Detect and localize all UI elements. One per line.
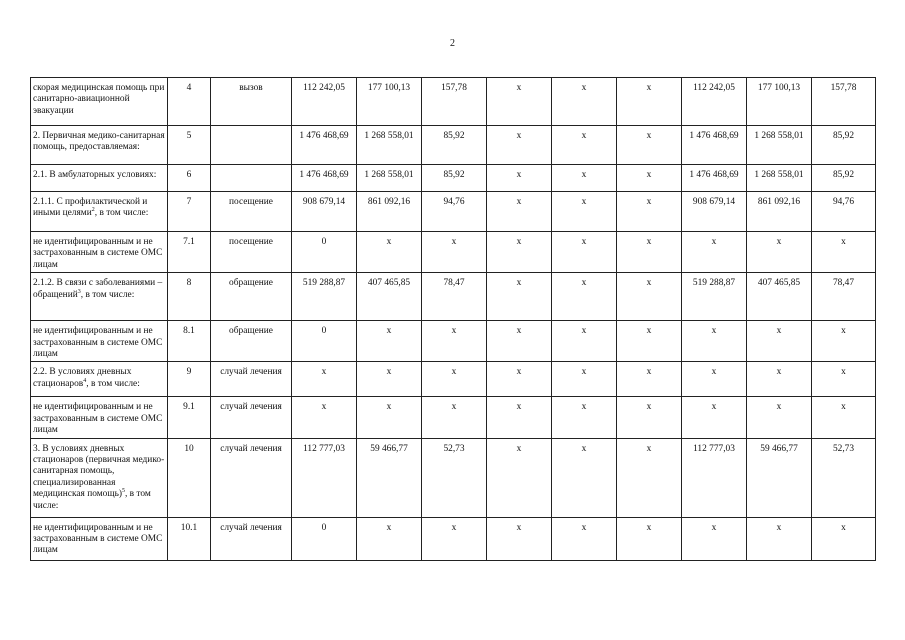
row-number: 8 [168, 273, 211, 321]
value-cell: x [812, 232, 876, 273]
value-cell: 0 [292, 232, 357, 273]
value-cell: x [682, 517, 747, 560]
table-row [31, 165, 876, 192]
table-row [31, 438, 876, 517]
value-cell: x [552, 78, 617, 126]
row-number: 6 [168, 165, 211, 192]
value-cell: 52,73 [422, 438, 487, 517]
value-cell: 85,92 [812, 126, 876, 165]
unit-cell: случай лечения [211, 397, 292, 438]
row-label-suffix: , в том числе: [33, 489, 151, 511]
value-cell: x [617, 438, 682, 517]
value-cell: x [357, 232, 422, 273]
value-cell: x [487, 397, 552, 438]
value-cell: x [357, 397, 422, 438]
table-row [31, 362, 876, 397]
row-number: 4 [168, 78, 211, 126]
value-cell: x [552, 192, 617, 232]
row-number: 5 [168, 126, 211, 165]
unit-cell: посещение [211, 192, 292, 232]
value-cell: x [747, 321, 812, 362]
value-cell: x [812, 397, 876, 438]
value-cell: x [617, 165, 682, 192]
value-cell: 157,78 [422, 78, 487, 126]
value-cell: x [292, 362, 357, 397]
row-label: 3. В условиях дневных стационаров (первичная медико-санитарная помощь, специализированная медицинская помощь) [33, 443, 165, 500]
row-label-suffix: , в том числе: [80, 289, 135, 300]
value-cell: 1 476 468,69 [682, 126, 747, 165]
value-cell: x [747, 232, 812, 273]
value-cell: x [422, 232, 487, 273]
value-cell: x [747, 397, 812, 438]
footnote-ref: 2 [91, 207, 95, 214]
value-cell: x [617, 397, 682, 438]
table-row [31, 321, 876, 362]
value-cell: x [682, 321, 747, 362]
value-cell: 407 465,85 [747, 273, 812, 321]
value-cell: x [552, 273, 617, 321]
value-cell: x [487, 438, 552, 517]
value-cell: 85,92 [422, 165, 487, 192]
footnote-ref: 5 [121, 488, 125, 495]
row-label-cell [31, 78, 168, 126]
row-number: 8.1 [168, 321, 211, 362]
value-cell: 1 476 468,69 [682, 165, 747, 192]
value-cell: x [617, 78, 682, 126]
value-cell: x [617, 126, 682, 165]
value-cell: x [552, 362, 617, 397]
row-label-cell [31, 273, 168, 321]
value-cell: 1 476 468,69 [292, 165, 357, 192]
row-label-cell [31, 321, 168, 362]
value-cell: 59 466,77 [357, 438, 422, 517]
value-cell: 1 268 558,01 [747, 165, 812, 192]
value-cell: 85,92 [812, 165, 876, 192]
value-cell: 1 268 558,01 [747, 126, 812, 165]
row-label: скорая медицинская помощь при санитарно-авиационной эвакуации [33, 83, 165, 116]
row-label-suffix: , в том числе: [86, 378, 140, 389]
row-number: 9.1 [168, 397, 211, 438]
row-label-cell [31, 232, 168, 273]
value-cell: x [552, 126, 617, 165]
row-number: 10.1 [168, 517, 211, 560]
row-label: не идентифицированным и не застрахованным в системе ОМС лицам [33, 522, 163, 556]
unit-cell: посещение [211, 232, 292, 273]
value-cell: 59 466,77 [747, 438, 812, 517]
table-row [31, 192, 876, 232]
value-cell: x [552, 438, 617, 517]
table-row [31, 517, 876, 560]
value-cell: x [487, 273, 552, 321]
value-cell: 78,47 [422, 273, 487, 321]
value-cell: 112 242,05 [682, 78, 747, 126]
value-cell: x [682, 232, 747, 273]
value-cell: x [552, 165, 617, 192]
value-cell: 177 100,13 [357, 78, 422, 126]
row-label: 2. Первичная медико-санитарная помощь, предоставляемая: [33, 131, 165, 153]
value-cell: x [552, 517, 617, 560]
value-cell: 1 476 468,69 [292, 126, 357, 165]
value-cell: x [422, 397, 487, 438]
unit-cell: случай лечения [211, 517, 292, 560]
row-number: 7.1 [168, 232, 211, 273]
value-cell: x [617, 273, 682, 321]
value-cell: x [487, 362, 552, 397]
unit-cell: вызов [211, 78, 292, 126]
row-number: 10 [168, 438, 211, 517]
value-cell: 157,78 [812, 78, 876, 126]
unit-cell: обращение [211, 273, 292, 321]
value-cell: x [812, 362, 876, 397]
value-cell: 861 092,16 [747, 192, 812, 232]
unit-cell: случай лечения [211, 362, 292, 397]
value-cell: x [617, 192, 682, 232]
unit-cell [211, 126, 292, 165]
row-label: не идентифицированным и не застрахованным в системе ОМС лицам [33, 326, 163, 360]
value-cell: 908 679,14 [682, 192, 747, 232]
value-cell: x [747, 517, 812, 560]
value-cell: x [487, 78, 552, 126]
value-cell: 78,47 [812, 273, 876, 321]
row-label: не идентифицированным и не застрахованным в системе ОМС лицам [33, 237, 163, 270]
value-cell: x [487, 232, 552, 273]
value-cell: x [357, 362, 422, 397]
value-cell: x [812, 517, 876, 560]
row-label: не идентифицированным и не застрахованным в системе ОМС лицам [33, 402, 163, 436]
unit-cell: обращение [211, 321, 292, 362]
value-cell: 112 242,05 [292, 78, 357, 126]
value-cell: x [552, 232, 617, 273]
value-cell: 94,76 [422, 192, 487, 232]
row-label: 2.2. В условиях дневных стационаров [33, 367, 132, 389]
value-cell: x [422, 321, 487, 362]
value-cell: x [682, 397, 747, 438]
value-cell: x [292, 397, 357, 438]
value-cell: 112 777,03 [682, 438, 747, 517]
table-row [31, 397, 876, 438]
value-cell: x [617, 517, 682, 560]
unit-cell: случай лечения [211, 438, 292, 517]
unit-cell [211, 165, 292, 192]
row-label-suffix: , в том числе: [94, 208, 149, 219]
table-row [31, 126, 876, 165]
value-cell: x [617, 321, 682, 362]
value-cell: 177 100,13 [747, 78, 812, 126]
value-cell: x [357, 321, 422, 362]
value-cell: 1 268 558,01 [357, 165, 422, 192]
row-label-cell [31, 165, 168, 192]
footnote-ref: 4 [83, 377, 87, 384]
value-cell: x [487, 517, 552, 560]
row-label: 2.1. В амбулаторных условиях: [33, 170, 157, 180]
value-cell: x [812, 321, 876, 362]
value-cell: x [552, 321, 617, 362]
row-label-cell [31, 517, 168, 560]
value-cell: 112 777,03 [292, 438, 357, 517]
value-cell: 519 288,87 [292, 273, 357, 321]
tariff-table [30, 77, 876, 561]
value-cell: x [747, 362, 812, 397]
row-label-cell [31, 126, 168, 165]
row-label: 2.1.1. С профилактической и иными целями [33, 197, 148, 219]
value-cell: x [422, 517, 487, 560]
row-label: 2.1.2. В связи с заболеваниями – обращений [33, 278, 163, 300]
table-row [31, 273, 876, 321]
row-label-cell [31, 362, 168, 397]
row-label-cell [31, 438, 168, 517]
value-cell: 0 [292, 321, 357, 362]
value-cell: 94,76 [812, 192, 876, 232]
value-cell: 407 465,85 [357, 273, 422, 321]
value-cell: 861 092,16 [357, 192, 422, 232]
row-number: 9 [168, 362, 211, 397]
value-cell: x [487, 126, 552, 165]
table-row [31, 232, 876, 273]
value-cell: 52,73 [812, 438, 876, 517]
value-cell: 85,92 [422, 126, 487, 165]
value-cell: 1 268 558,01 [357, 126, 422, 165]
value-cell: 519 288,87 [682, 273, 747, 321]
row-number: 7 [168, 192, 211, 232]
footnote-ref: 3 [77, 288, 81, 295]
value-cell: x [617, 232, 682, 273]
value-cell: x [552, 397, 617, 438]
row-label-cell [31, 192, 168, 232]
value-cell: x [487, 192, 552, 232]
row-label-cell [31, 397, 168, 438]
page-number: 2 [450, 38, 455, 49]
value-cell: 0 [292, 517, 357, 560]
value-cell: x [487, 321, 552, 362]
value-cell: 908 679,14 [292, 192, 357, 232]
value-cell: x [422, 362, 487, 397]
value-cell: x [682, 362, 747, 397]
value-cell: x [487, 165, 552, 192]
value-cell: x [357, 517, 422, 560]
value-cell: x [617, 362, 682, 397]
table-row [31, 78, 876, 126]
